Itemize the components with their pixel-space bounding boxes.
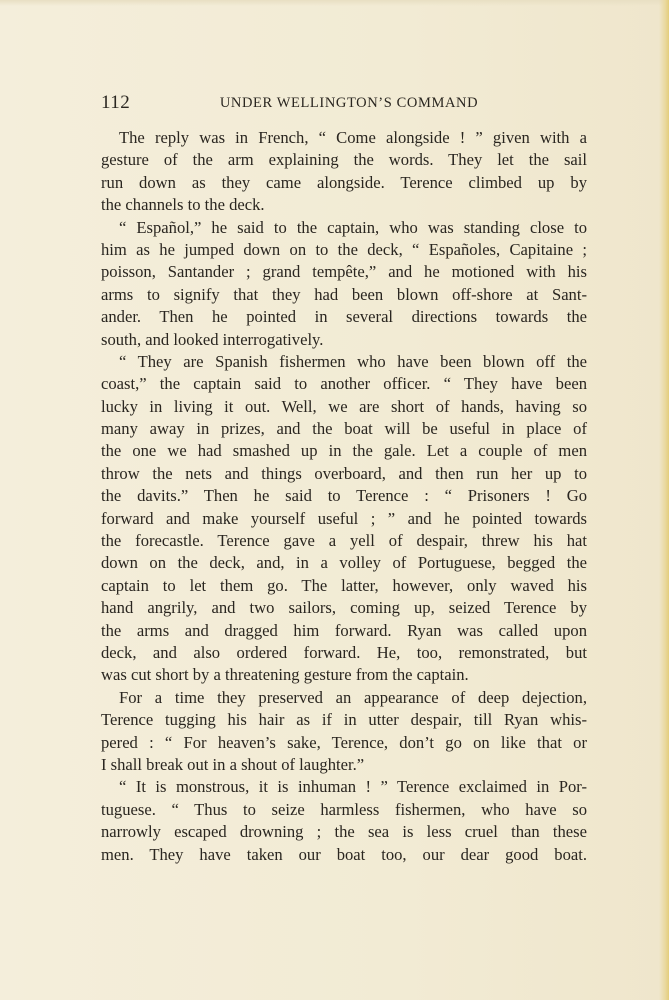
text-line: many away in prizes, and the boat will be useful in place of — [101, 419, 587, 439]
text-line: “ Español,” he said to the captain, who was standing close to — [119, 217, 587, 237]
text-line: south, and looked interrogatively. — [101, 329, 324, 349]
text-line: was cut short by a threatening gesture from the captain. — [101, 665, 469, 685]
running-title: UNDER WELLINGTON’S COMMAND — [219, 95, 479, 111]
text-line: down on the deck, and, in a volley of Portuguese, begged the — [101, 553, 587, 573]
text-line: For a time they preserved an appearance of deep dejection, — [119, 687, 587, 707]
text-line: I shall break out in a shout of laughter.” — [101, 754, 365, 774]
text-line: gesture of the arm explaining the words. They let the sail — [101, 150, 587, 170]
text-line: hand angrily, and two sailors, coming up, seized Terence by — [101, 598, 587, 618]
text-line: run down as they came alongside. Terence climbed up by — [101, 172, 587, 192]
text-line: lucky in living it out. Well, we are short of hands, having so — [101, 396, 587, 416]
text-line: “ They are Spanish fishermen who have been blown off the — [119, 351, 587, 371]
text-line: “ It is monstrous, it is inhuman ! ” Terence exclaimed in Por- — [119, 777, 587, 797]
text-line: tuguese. “ Thus to seize harmless fishermen, who have so — [101, 799, 587, 819]
page-number: 112 — [101, 92, 131, 113]
text-line: men. They have taken our boat too, our dear good boat. — [101, 844, 587, 864]
text-line: captain to let them go. The latter, however, only waved his — [101, 575, 587, 595]
text-line: ander. Then he pointed in several directions towards the — [101, 307, 587, 327]
text-line: narrowly escaped drowning ; the sea is less cruel than these — [101, 822, 587, 842]
text-line: forward and make yourself useful ; ” and he pointed towards — [101, 508, 587, 528]
text-line: throw the nets and things overboard, and then run her up to — [101, 463, 587, 483]
text-line: the forecastle. Terence gave a yell of despair, threw his hat — [101, 531, 587, 551]
text-line: the channels to the deck. — [101, 195, 265, 215]
body-text — [101, 127, 587, 866]
text-line: deck, and also ordered forward. He, too, remonstrated, but — [101, 642, 587, 662]
text-line: the one we had smashed up in the gale. Let a couple of men — [101, 441, 587, 461]
page-right-edge — [659, 0, 669, 1000]
text-line: coast,” the captain said to another officer. “ They have been — [101, 374, 587, 394]
text-line: him as he jumped down on to the deck, “ Españoles, Capitaine ; — [101, 239, 587, 259]
text-line: arms to signify that they had been blown off-shore at Sant- — [101, 284, 587, 304]
text-line: the davits.” Then he said to Terence : “ Prisoners ! Go — [101, 486, 587, 506]
page-header — [101, 92, 587, 114]
page-top-edge — [0, 0, 669, 6]
text-line: The reply was in French, “ Come alongside ! ” given with a — [119, 128, 587, 147]
text-line: the arms and dragged him forward. Ryan was called upon — [101, 620, 587, 640]
text-line: Terence tugging his hair as if in utter despair, till Ryan whis- — [101, 710, 587, 730]
text-line: pered : “ For heaven’s sake, Terence, don’t go on like that or — [101, 732, 587, 752]
text-line: poisson, Santander ; grand tempête,” and he motioned with his — [101, 262, 587, 282]
